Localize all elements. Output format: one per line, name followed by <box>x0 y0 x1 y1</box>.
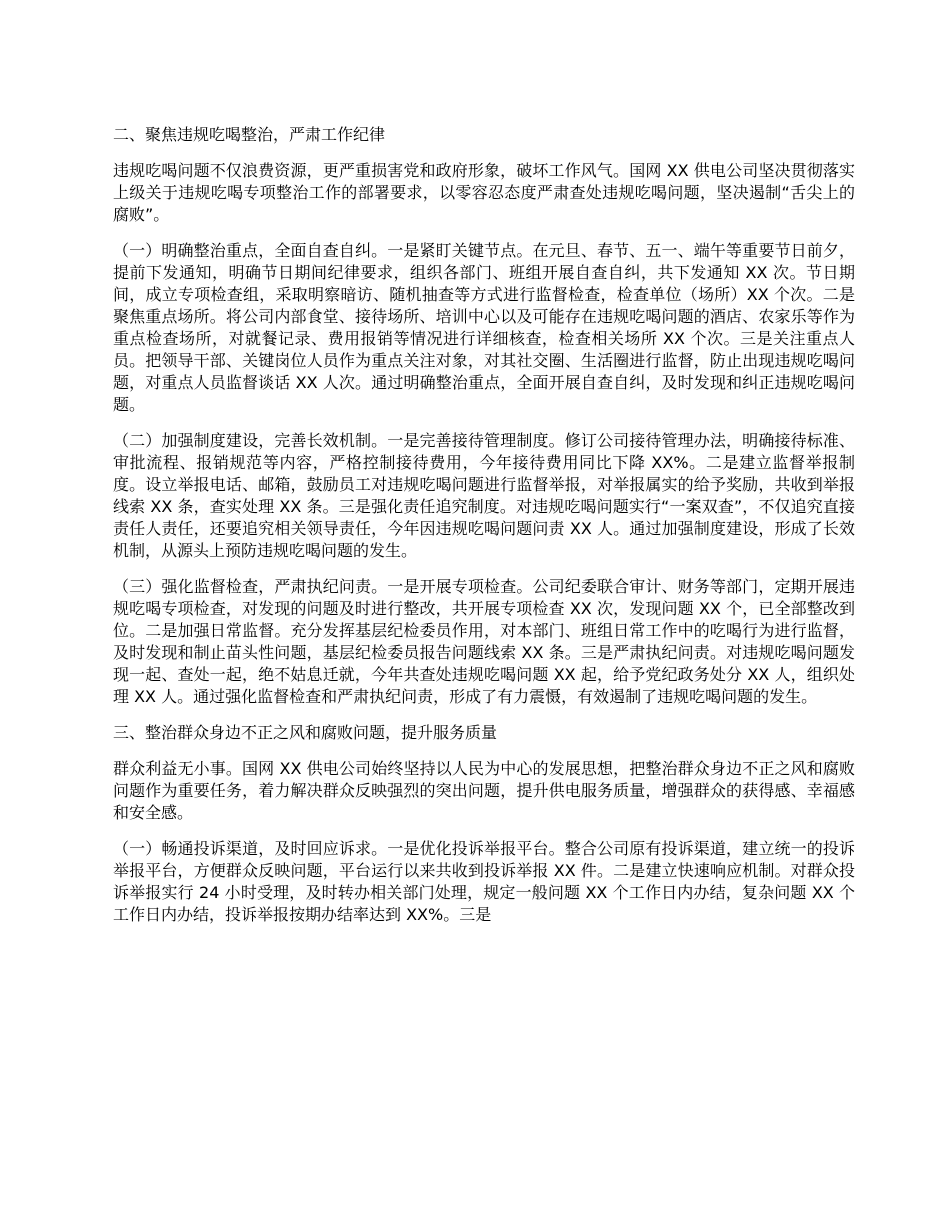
paragraph-2-2: （二）加强制度建设，完善长效机制。一是完善接待管理制度。修订公司接待管理办法，明确接待标准、审批流程、报销规范等内容，严格控制接待费用，今年接待费用同比下降 XX%。二是建立监督举报制度。设立举报电话、邮箱，鼓励员工对违规吃喝问题进行监督举报，对举报属实的给予奖励，共收到举报线索 XX 条，查实处理 XX 条。三是强化责任追究制度。对违规吃喝问题实行“一案双查”，不仅追究直接责任人责任，还要追究相关领导责任，今年因违规吃喝问题问责 XX 人。通过加强制度建设，形成了长效机制，从源头上预防违规吃喝问题的发生。 <box>113 431 855 560</box>
section-heading-3: 三、整治群众身边不正之风和腐败问题，提升服务质量 <box>113 723 498 742</box>
section-heading-2: 二、聚焦违规吃喝整治，严肃工作纪律 <box>113 125 386 144</box>
document-page <box>113 124 855 940</box>
paragraph-2-3: （三）强化监督检查，严肃执纪问责。一是开展专项检查。公司纪委联合审计、财务等部门，定期开展违规吃喝专项检查，对发现的问题及时进行整改，共开展专项检查 XX 次，发现问题 XX 个，已全部整改到位。二是加强日常监督。充分发挥基层纪检委员作用，对本部门、班组日常工作中的吃喝行为进行监督，及时发现和制止苗头性问题，基层纪检委员报告问题线索 XX 条。三是严肃执纪问责。对违规吃喝问题发现一起、查处一起，绝不姑息迁就，今年共查处违规吃喝问题 XX 起，给予党纪政务处分 XX 人，组织处理 XX 人。通过强化监督检查和严肃执纪问责，形成了有力震慑，有效遏制了违规吃喝问题的发生。 <box>113 577 855 706</box>
paragraph-2-intro: 违规吃喝问题不仅浪费资源，更严重损害党和政府形象，破坏工作风气。国网 XX 供电公司坚决贯彻落实上级关于违规吃喝专项整治工作的部署要求，以零容忍态度严肃查处违规吃喝问题，坚决遏制“舌尖上的腐败”。 <box>113 161 855 224</box>
paragraph-3-1: （一）畅通投诉渠道，及时回应诉求。一是优化投诉举报平台。整合公司原有投诉渠道，建立统一的投诉举报平台，方便群众反映问题，平台运行以来共收到投诉举报 XX 件。二是建立快速响应机制。对群众投诉举报实行 24 小时受理，及时转办相关部门处理，规定一般问题 XX 个工作日内办结，复杂问题 XX 个工作日内办结，投诉举报按期办结率达到 XX%。三是 <box>113 839 855 924</box>
paragraph-3-intro: 群众利益无小事。国网 XX 供电公司始终坚持以人民为中心的发展思想，把整治群众身边不正之风和腐败问题作为重要任务，着力解决群众反映强烈的突出问题，提升供电服务质量，增强群众的获得感、幸福感和安全感。 <box>113 759 855 822</box>
paragraph-2-1: （一）明确整治重点，全面自查自纠。一是紧盯关键节点。在元旦、春节、五一、端午等重要节日前夕，提前下发通知，明确节日期间纪律要求，组织各部门、班组开展自查自纠，共下发通知 XX 次。节日期间，成立专项检查组，采取明察暗访、随机抽查等方式进行监督检查，检查单位（场所）XX 个次。二是聚焦重点场所。将公司内部食堂、接待场所、培训中心以及可能存在违规吃喝问题的酒店、农家乐等作为重点检查场所，对就餐记录、费用报销等情况进行详细核查，检查相关场所 XX 个次。三是关注重点人员。把领导干部、关键岗位人员作为重点关注对象，对其社交圈、生活圈进行监督，防止出现违规吃喝问题，对重点人员监督谈话 XX 人次。通过明确整治重点，全面开展自查自纠，及时发现和纠正违规吃喝问题。 <box>113 241 855 414</box>
